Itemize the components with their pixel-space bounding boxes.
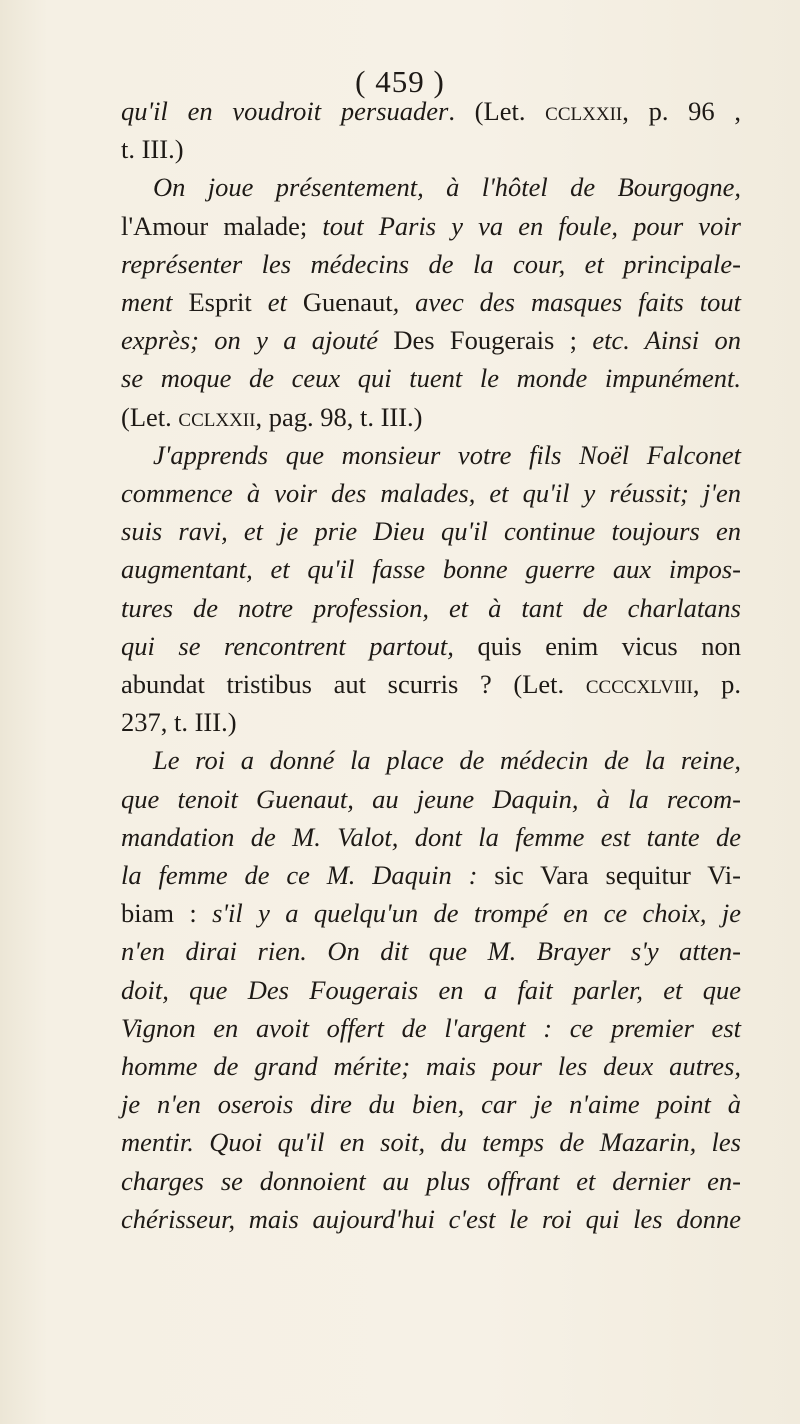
text-segment: homme de grand mérite; mais pour les deux autres, [121, 1051, 741, 1082]
text-segment: J'apprends que monsieur votre fils Noël Falconet [153, 439, 741, 470]
text-segment: suis ravi, et je prie Dieu qu'il continue toujours en [121, 516, 741, 547]
text-segment: abundat tristibus aut scurris ? (Let. [121, 669, 586, 700]
text-line [121, 589, 741, 627]
text-line [121, 245, 741, 283]
text-segment: etc. Ainsi on [592, 325, 741, 356]
text-segment: biam : [121, 898, 213, 929]
text-line [121, 321, 741, 359]
text-segment: Vignon en avoit offert de l'argent : ce premier est [121, 1012, 741, 1043]
text-segment: ccccxlviii [585, 669, 693, 700]
text-line [121, 168, 741, 206]
text-line [121, 92, 741, 130]
text-segment: se moque de ceux qui tuent le monde impunément. [121, 363, 741, 394]
text-line [121, 130, 741, 168]
text-line [121, 1009, 741, 1047]
text-segment: je n'en oserois dire du bien, car je n'aime point à [121, 1089, 741, 1120]
text-line [121, 207, 741, 245]
text-line [121, 703, 741, 741]
text-line [121, 818, 741, 856]
text-segment: exprès; on y a ajouté [121, 325, 394, 356]
text-line [121, 741, 741, 779]
text-line [121, 665, 741, 703]
text-segment: charges se donnoient au plus offrant et dernier en- [121, 1165, 741, 1196]
text-segment: sic Vara sequitur Vi- [494, 860, 741, 891]
text-line [121, 283, 741, 321]
text-segment: quis enim vicus non [477, 630, 741, 661]
text-segment: mandation de M. Valot, dont la femme est tante de [121, 821, 741, 852]
text-segment: chérisseur, mais aujourd'hui c'est le roi qui les donne [121, 1203, 741, 1234]
body-text [121, 92, 741, 1238]
text-segment: la femme de ce M. Daquin : [121, 860, 495, 891]
text-segment: Guenaut [302, 287, 393, 318]
text-line [121, 512, 741, 550]
text-line [121, 1047, 741, 1085]
text-line [121, 359, 741, 397]
text-segment: s'il y a quelqu'un de trompé en ce choix, je [212, 898, 741, 929]
text-line [121, 894, 741, 932]
text-segment: commence à voir des malades, et qu'il y réussit; j'en [121, 478, 741, 509]
text-segment: Des Fougerais ; [393, 325, 593, 356]
text-segment: On joue présentement, à l'hôtel de Bourgogne, [153, 172, 741, 203]
text-line [121, 398, 741, 436]
text-segment: , pag. 98, t. III.) [255, 401, 423, 432]
text-line [121, 474, 741, 512]
text-segment: qui se rencontrent partout, [121, 630, 478, 661]
text-line [121, 627, 741, 665]
text-line [121, 971, 741, 1009]
text-segment: que tenoit Guenaut, au jeune Daquin, à la recom- [121, 783, 741, 814]
text-segment: Esprit [188, 287, 268, 318]
text-line [121, 856, 741, 894]
text-segment: 237, t. III.) [121, 707, 237, 738]
text-segment: , avec des masques faits tout [392, 287, 741, 318]
text-segment: qu'il en voudroit persuader [121, 96, 449, 126]
text-line [121, 1123, 741, 1161]
text-segment: mentir. Quoi qu'il en soit, du temps de Mazarin, les [121, 1127, 741, 1158]
text-line [121, 780, 741, 818]
text-segment: , p. 96 , [622, 96, 742, 126]
text-segment: tout Paris y va en foule, pour voir [322, 210, 741, 241]
text-segment: , p. [692, 669, 741, 700]
text-segment: cclxxii [178, 401, 256, 432]
text-segment: doit, que Des Fougerais en a fait parler, et que [121, 974, 741, 1005]
text-line [121, 550, 741, 588]
text-segment: (Let. [121, 401, 179, 432]
text-segment: . (Let. [448, 96, 546, 126]
text-line [121, 932, 741, 970]
text-segment: tures de notre profession, et à tant de charlatans [121, 592, 741, 623]
text-line [121, 436, 741, 474]
page-number: ( 459 ) [355, 64, 445, 99]
text-line [121, 1162, 741, 1200]
text-segment: cclxxii [545, 96, 623, 126]
text-segment: n'en dirai rien. On dit que M. Brayer s'y atten- [121, 936, 741, 967]
text-segment: t. III.) [121, 134, 184, 165]
text-segment: représenter les médecins de la cour, et principale- [121, 248, 741, 279]
text-line [121, 1085, 741, 1123]
text-line [121, 1200, 741, 1238]
text-segment: augmentant, et qu'il fasse bonne guerre aux impos- [121, 554, 741, 585]
text-segment: et [267, 287, 303, 318]
text-segment: l'Amour malade; [121, 210, 323, 241]
text-segment: ment [121, 287, 189, 318]
text-segment: Le roi a donné la place de médecin de la reine, [153, 745, 741, 776]
